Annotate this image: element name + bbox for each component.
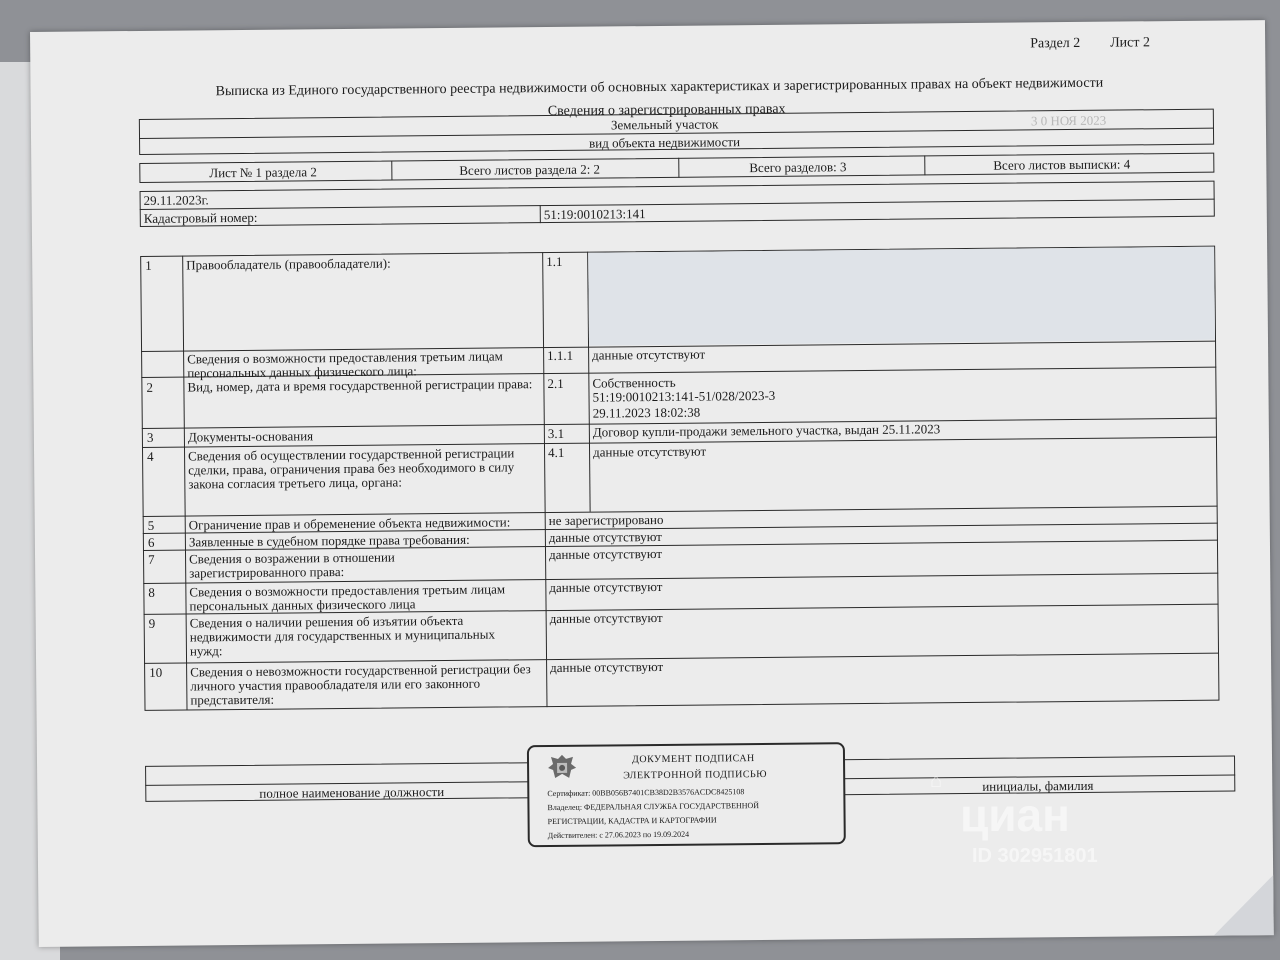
row-3-code: 3.1: [547, 425, 565, 442]
row-10-value: данные отсутствуют: [550, 658, 664, 676]
row-4-value: данные отсутствуют: [592, 443, 707, 460]
row-9-label: Сведения о наличии решения об изъятии объекта недвижимости для государственных и муниципальных нужд:: [189, 612, 496, 659]
document-subtitle: Сведения о зарегистрированных правах: [547, 101, 786, 120]
row-4-code: 4.1: [547, 444, 565, 461]
row-9-number: 9: [148, 615, 156, 631]
certificate-validity: Действителен: с 27.06.2023 по 19.09.2024: [547, 829, 690, 841]
row-3-number: 3: [146, 429, 154, 445]
emblem-icon: [545, 752, 579, 784]
name-label: инициалы, фамилия: [982, 777, 1094, 794]
paper-corner-fold: [1213, 875, 1274, 936]
row-5-number: 5: [147, 517, 155, 533]
row-7-value: данные отсутствуют: [548, 545, 663, 563]
row-7-label: Сведения о возражении в отношении зарегистрированного права:: [188, 549, 395, 581]
stamp-title-line-2: ЭЛЕКТРОННОЙ ПОДПИСЬЮ: [623, 768, 768, 782]
watermark-brand: циан: [960, 789, 1070, 841]
sheet-info-1: Лист № 1 раздела 2: [209, 164, 317, 181]
row-6-number: 6: [147, 534, 155, 550]
stamp-title-line-1: ДОКУМЕНТ ПОДПИСАН: [631, 753, 755, 766]
faint-stamp-date: 3 0 НОЯ 2023: [1030, 112, 1107, 129]
watermark-id: ID 302951801: [972, 845, 1098, 867]
sheet-info-2: Всего листов раздела 2: 2: [459, 161, 601, 178]
electronic-signature-stamp: [527, 742, 846, 847]
row-2-number: 2: [146, 379, 153, 395]
section-number: Раздел 2: [1030, 35, 1081, 52]
certificate-owner-2: РЕГИСТРАЦИИ, КАДАСТРА И КАРТОГРАФИИ: [547, 815, 717, 827]
row-6-label: Заявленные в судебном порядке права требования:: [188, 531, 470, 550]
sheet-number: Лист 2: [1110, 35, 1151, 51]
row-8-value: данные отсутствуют: [549, 578, 663, 596]
row-1-label: Правообладатель (правообладатели):: [186, 255, 391, 273]
document-title: Выписка из Единого государственного реестра недвижимости об основных характеристиках и зарегистрированных правах на объект недвижимости: [215, 75, 1104, 100]
cadastral-number: 51:19:0010213:141: [543, 206, 646, 223]
certificate-number: Сертификат: 00BB056B7401CB38D2B3576ACDC8425108: [547, 787, 745, 799]
row-7-number: 7: [147, 551, 155, 567]
row-1-1-1-value: данные отсутствуют: [592, 346, 706, 363]
cian-logo-icon: ⌂: [930, 770, 943, 792]
sheet-info-3: Всего разделов: 3: [749, 159, 847, 176]
object-type-label: вид объекта недвижимости: [589, 134, 741, 151]
object-type-value: Земельный участок: [610, 116, 719, 133]
position-label: полное наименование должности: [259, 784, 445, 801]
row-3-value: Договор купли-продажи земельного участка, выдан 25.11.2023: [592, 421, 941, 440]
row-2-code: 2.1: [547, 375, 564, 392]
cadastral-label: Кадастровый номер:: [143, 209, 258, 226]
row-10-label: Сведения о невозможности государственной регистрации без личного участия правообладателя или его законного представителя:: [190, 661, 531, 708]
row-4-number: 4: [147, 448, 154, 464]
row-10-number: 10: [149, 664, 163, 680]
row-1-1-1-label: Сведения о возможности предоставления третьим лицам персональных данных физического лица:: [187, 348, 503, 381]
document-page: [30, 20, 1274, 947]
row-2-registration-date: 29.11.2023 18:02:38: [592, 404, 701, 421]
row-8-label: Сведения о возможности предоставления третьим лицам персональных данных физического лица: [189, 581, 506, 614]
row-1-1-1-code: 1.1.1: [547, 347, 574, 364]
row-2-right-type: Собственность: [592, 374, 676, 391]
row-4-label: Сведения об осуществлении государственной регистрации сделки, права, ограничения права без необходимого в силу закона согласия третьего лица, органа:: [188, 445, 515, 492]
row-8-number: 8: [148, 584, 155, 600]
row-6-value: данные отсутствуют: [548, 528, 662, 546]
extract-date: 29.11.2023г.: [143, 192, 209, 208]
row-1-code: 1.1: [546, 253, 563, 270]
row-3-label: Документы-основания: [187, 428, 314, 445]
row-1-number: 1: [145, 257, 152, 273]
row-5-label: Ограничение прав и обременение объекта недвижимости:: [188, 514, 511, 533]
row-9-value: данные отсутствуют: [549, 609, 663, 627]
row-5-value: не зарегистрировано: [548, 511, 664, 529]
redacted-owner: [588, 247, 1215, 346]
row-2-registration-number: 51:19:0010213:141-51/028/2023-3: [592, 387, 776, 405]
sheet-info-4: Всего листов выписки: 4: [993, 156, 1131, 173]
row-2-label: Вид, номер, дата и время государственной регистрации права:: [187, 376, 533, 395]
certificate-owner-1: Владелец: ФЕДЕРАЛЬНАЯ СЛУЖБА ГОСУДАРСТВЕННОЙ: [547, 801, 760, 813]
